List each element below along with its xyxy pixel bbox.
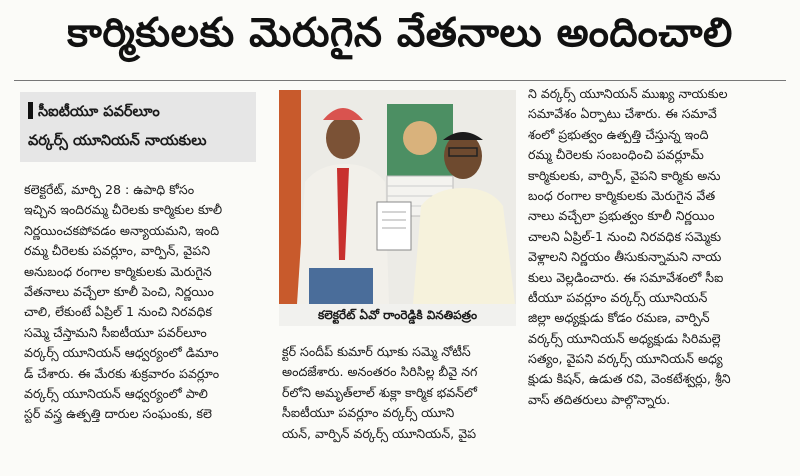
photo-caption: కలెక్టరేట్ ఏవో రాంరెడ్డికి వినతిపత్రం [279,304,516,326]
middle-column [282,342,518,444]
text-line: రమ్మ చీరెలకు సంబంధించి పవర్లూమ్ [528,147,704,163]
news-photo [279,90,516,304]
text-line: నాలు వచ్చేలా ప్రభుత్వం కూలీ నిర్ణయిం [528,208,715,224]
subhead-line-1 [28,98,248,127]
text-line: క్షుడు కిషన్, ఉడుత రవి, వెంకటేశ్వర్లు, శ్రీని [528,371,731,387]
subhead-line-2: వర్కర్స్ యూనియన్ నాయకులు [28,133,207,149]
subhead-box [20,92,256,162]
text-line: కార్మికులకు, వార్పిన్, వైపని కార్మికు అను [528,167,721,183]
headline: కార్మికులకు మెరుగైన వేతనాలు అందించాలి [67,10,733,56]
text-line: సీఐటీయూ పవర్లూం వర్కర్స్ యూని [282,405,455,421]
text-line: శంలో ప్రభుత్వం ఉత్పత్తి చేస్తున్న ఇంది [528,126,709,142]
text-line: ఇచ్చిన ఇందిరమ్మ చీరెలకు కార్మికుల కూలీ [24,202,223,218]
text-line: స్టర్ వస్త్ర ఉత్పత్తి దారుల సంఘంకు, కలె [24,406,212,422]
text-line: అనుబంధ రంగాల కార్మికులకు మెరుగైన [24,263,212,279]
right-column [528,84,790,410]
text-line: సమావేశం ఏర్పాటు చేశారు. ఈ సమావే [528,106,717,122]
text-line: అందజేశారు. అనంతరం సిరిసిల్ల బీవై నగ [282,364,478,380]
text-line: చాలని ఏప్రిల్-1 నుంచి నిరవధిక సమ్మెకు [528,228,722,244]
photo-illustration [279,90,516,304]
headline-rule [14,80,786,81]
text-line: ర్‌లోని అమృత్‌లాల్ శుక్లా కార్మిక భవన్‌లో [282,384,477,400]
text-line: కులు వెల్లడించారు. ఈ సమావేశంలో సీఐ [528,269,724,285]
subhead-bar [28,102,33,119]
text-line: వేతనాలు వచ్చేలా కూలీ పెంచి, నిర్ణయిం [24,283,214,299]
text-line: సమ్మె చేస్తామని సీఐటీయూ పవర్‌లూం [24,324,207,340]
text-line: టీయూ పవర్లూం వర్కర్స్ యూనియన్ [528,289,708,305]
text-line: వర్కర్స్ యూనియన్ అధ్యక్షుడు సిరిమల్లె [528,330,721,346]
text-line: కలెక్టరేట్, మార్చి 28 : ఉపాధి కోసం [24,182,195,197]
text-line: యన్, వార్పిన్ వర్కర్స్ యూనియన్, వైప [282,425,477,441]
text-line: వర్కర్స్ యూనియన్ ఆధ్వర్యంలో పాలి [24,385,208,401]
text-line: రమ్మ చీరెలకు పవర్లూం, వార్పిన్, వైపని [24,243,211,259]
text-line: డ్ చేశారు. ఈ మేరకు శుక్రవారం పవర్లూం [24,365,220,381]
left-column [24,180,272,425]
text-line: ని వర్కర్స్ యూనియన్ ముఖ్య నాయకుల [528,86,728,101]
text-line: చాలి, లేకుంటే ఏప్రిల్ 1 నుంచి నిరవధిక [24,304,212,320]
text-line: క్టర్ సందీప్ కుమార్ ఝాకు సమ్మె నోటీస్ [282,344,471,359]
text-line: వాస్ తదితరులు పాల్గొన్నారు. [528,391,671,407]
text-line: వర్కర్స్ యూనియన్ ఆధ్వర్యంలో డిమాం [24,345,219,361]
text-line: వెళ్లాలని నిర్ణయం తీసుకున్నామని నాయ [528,249,722,265]
text-line: బంధ రంగాల కార్మికులకు మెరుగైన వేత [528,187,716,203]
text-line: నిర్ణయించకపోవడం అన్యాయమని, ఇంది [24,222,220,238]
text-line: సత్యం, వైపని వర్కర్స్ యూనియన్ అధ్య [528,351,723,367]
text-line: జిల్లా అధ్యక్షుడు కోడం రమణ, వార్పిన్ [528,310,710,326]
subhead-text-1: సీఐటీయూ పవర్‌లూం [38,104,160,120]
